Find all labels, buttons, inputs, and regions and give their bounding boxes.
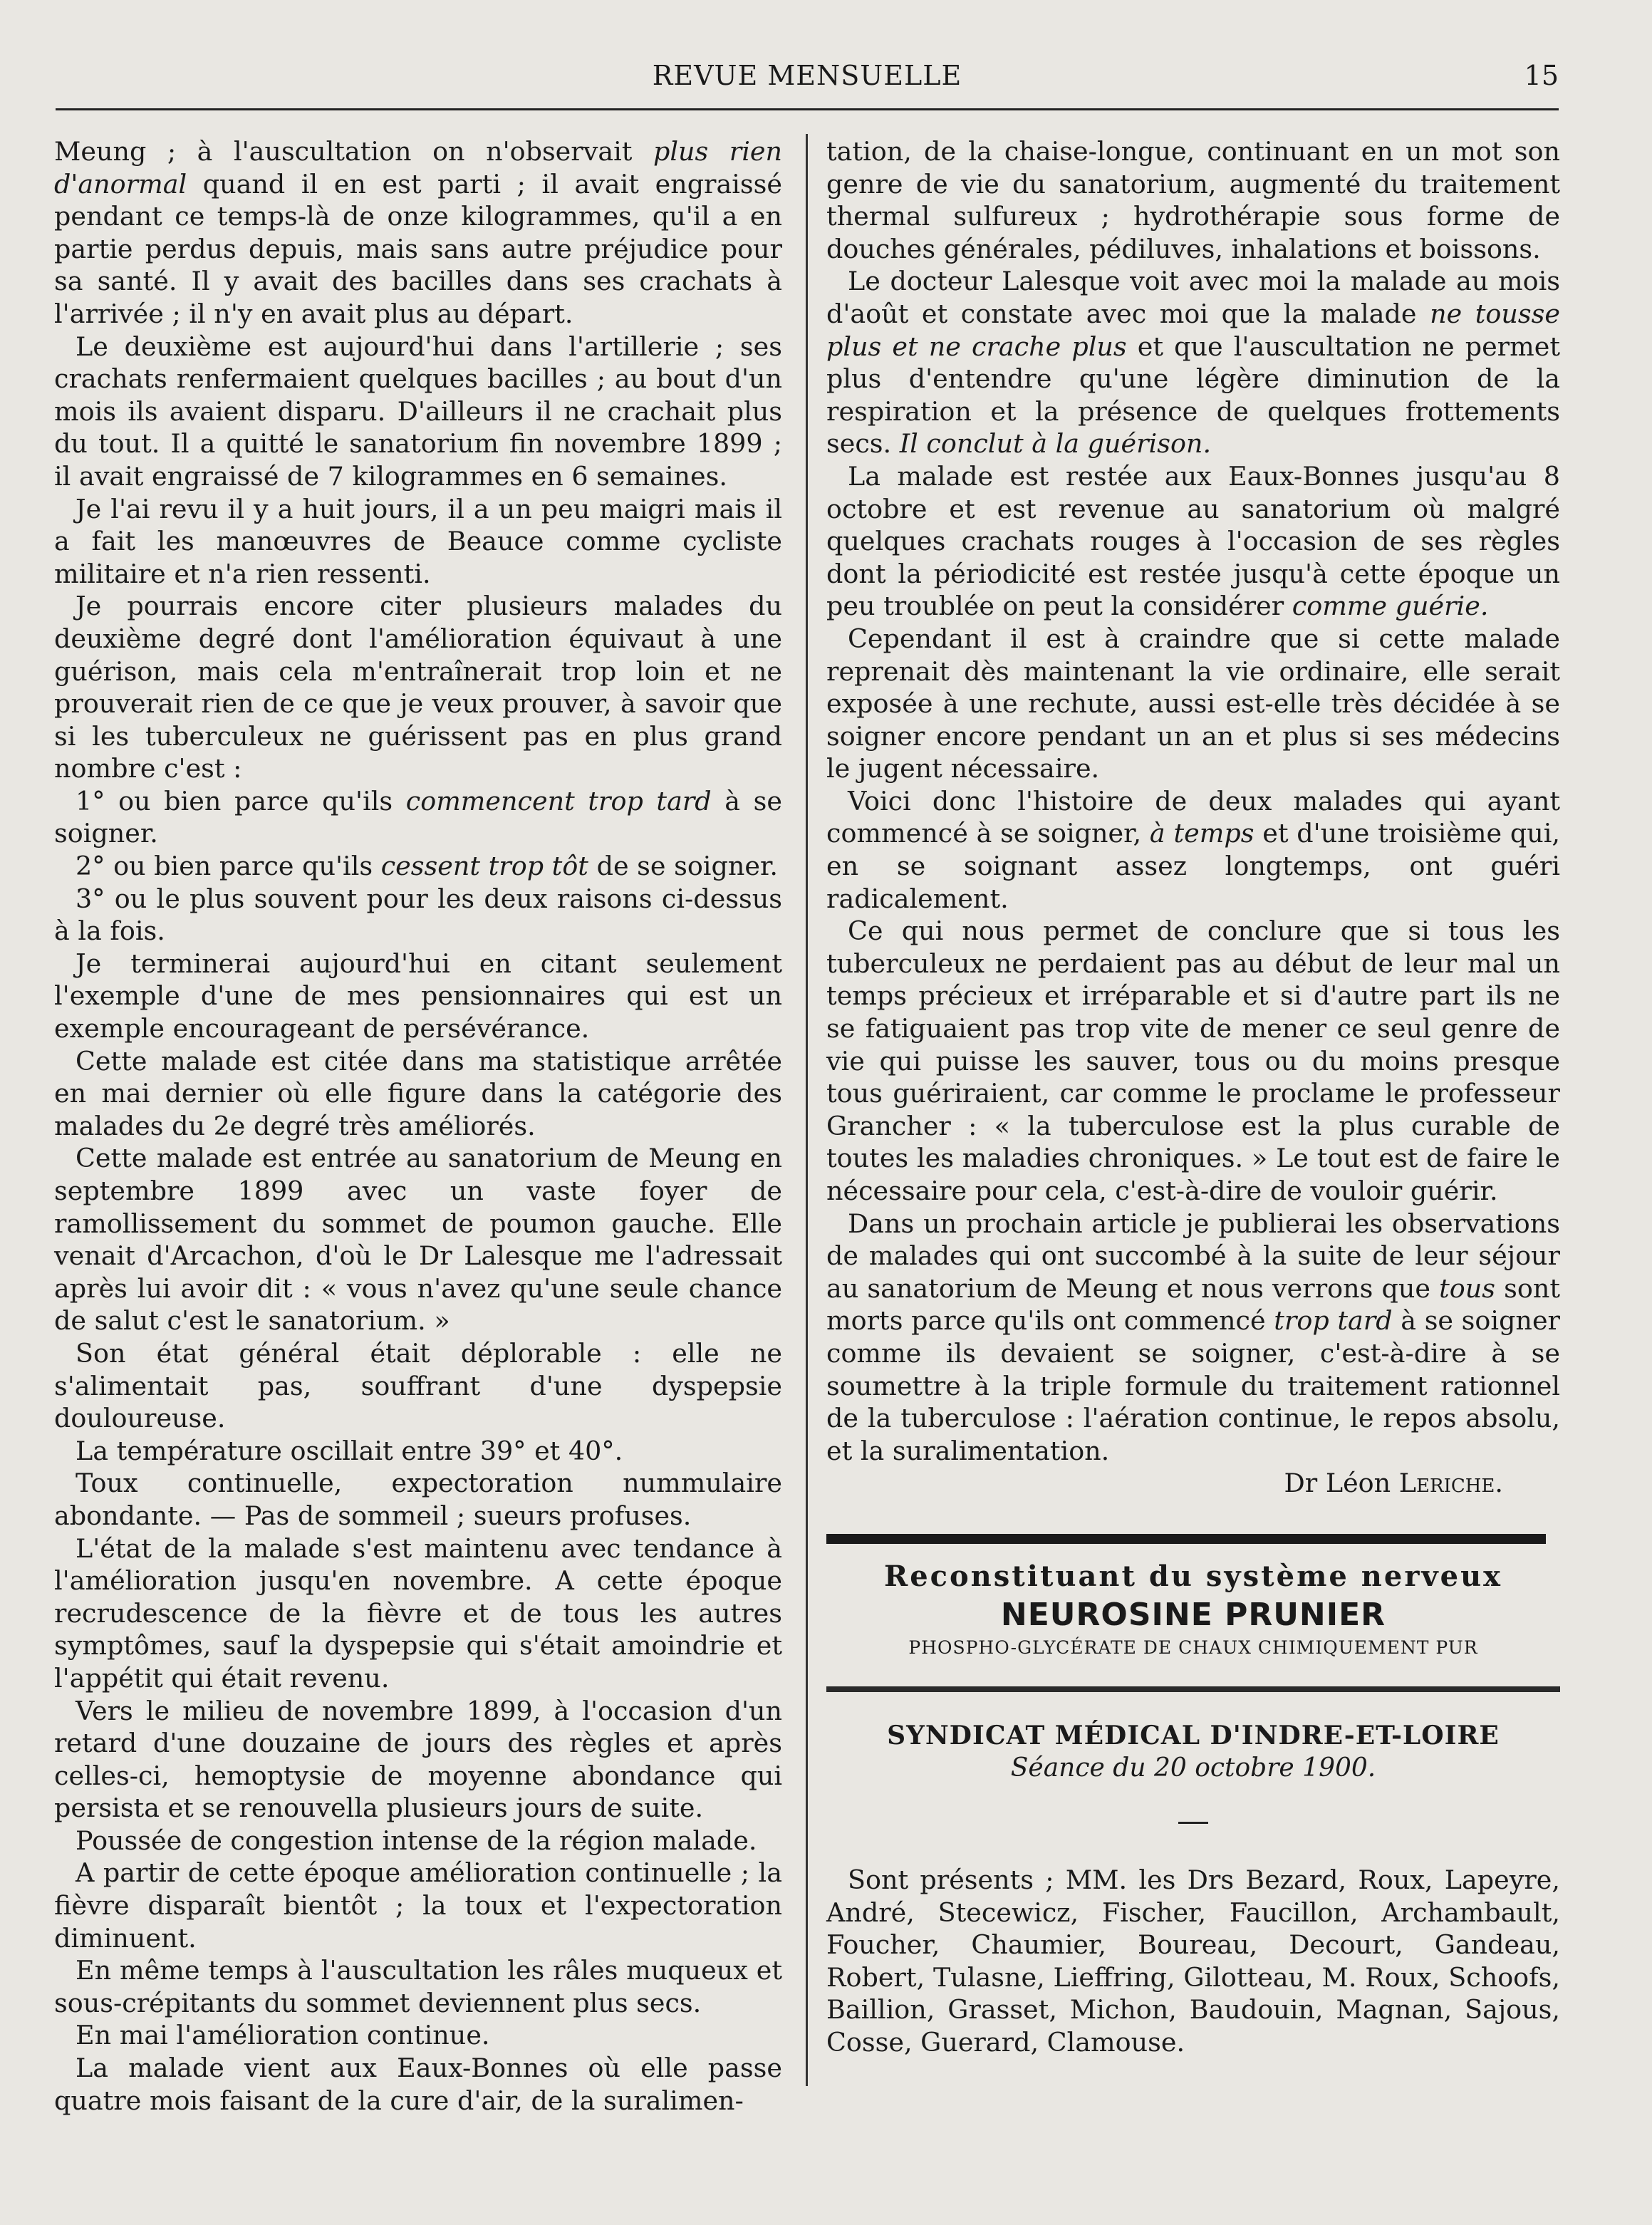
page-number: 15 [1524, 60, 1559, 91]
paragraph [826, 135, 1560, 265]
article-continuation [826, 135, 1560, 1467]
column-divider [806, 134, 808, 2086]
paragraph-text: Je l'ai revu il y a huit jours, il a un peu maigri mais il a fait les manœuvres de Beauce comme cycliste militaire et n'a rien ressenti. [54, 493, 782, 589]
paragraph [54, 1467, 782, 1532]
paragraph-text: Toux continuelle, expectoration nummulaire abondante. — Pas de sommeil ; sueurs profuses. [54, 1468, 782, 1531]
paragraph [826, 623, 1560, 785]
journal-title: REVUE MENSUELLE [652, 60, 962, 91]
advert-bottom-rule [826, 1686, 1560, 1692]
emphasis-text: plus rien d'anormal [54, 136, 782, 199]
emphasis-text: à temps [1149, 818, 1254, 849]
paragraph-text: La malade est restée aux Eaux-Bonnes jusqu'au 8 octobre et est revenue au sanatorium où malgré quelques crachats rouges à l'occasion de ses règles dont la périodicité est restée jusqu'à cette époque un peu troublée on peut la considérer [826, 460, 1560, 622]
syndicat-title: SYNDICAT MÉDICAL D'INDRE-ET-LOIRE [887, 1720, 1500, 1751]
paragraph-text: La malade vient aux Eaux-Bonnes où elle passe quatre mois faisant de la cure d'air, de la suralimen- [54, 2053, 782, 2116]
paragraph [54, 493, 782, 591]
paragraph-text: En mai l'amélioration continue. [76, 2020, 490, 2051]
paragraph [826, 785, 1560, 915]
paragraph-text: et que l'auscultation ne permet plus d'entendre qu'une légère diminution de la respiration et la présence de quelques frottements secs. [826, 331, 1560, 460]
emphasis-text: trop tard [1274, 1305, 1393, 1337]
header-rule [56, 108, 1559, 110]
paragraph [826, 460, 1560, 623]
paragraph-text: Voici donc l'histoire de deux malades qui ayant commencé à se soigner, [826, 785, 1560, 849]
paragraph-text: et d'une troisième qui, en se soignant assez longtemps, ont guéri radicalement. [826, 818, 1561, 914]
paragraph [54, 1337, 782, 1435]
paragraph-text: Poussée de congestion intense de la région malade. [76, 1825, 757, 1856]
paragraph-text: Meung ; à l'auscultation on n'observait [54, 136, 653, 167]
paragraph-text: 3° ou le plus souvent pour les deux raisons ci-dessus à la fois. [54, 883, 782, 947]
paragraph [54, 1435, 782, 1468]
paragraph [826, 915, 1560, 1207]
author-signature [826, 1467, 1560, 1500]
advert-description: PHOSPHO-GLYCÉRATE DE CHAUX CHIMIQUEMENT PUR [908, 1637, 1478, 1658]
paragraph-text: Je terminerai aujourd'hui en citant seulement l'exemple d'une de mes pensionnaires qui est un exemple encourageant de persévérance. [54, 948, 782, 1044]
paragraph [54, 850, 782, 883]
paragraph [54, 331, 782, 493]
paragraph [54, 135, 782, 331]
paragraph [54, 1695, 782, 1825]
left-column [54, 135, 782, 2117]
emphasis-text: comme guérie. [1292, 591, 1489, 622]
paragraph-text: Ce qui nous permet de conclure que si tous les tuberculeux ne perdaient pas au début de leur mal un temps précieux et irréparable et si d'autre part ils ne se fatiguaient pas trop vite de mener ce seul genre de vie qui puisse les sauver, tous ou du moins presque tous guériraient, car comme le proclame le professeur Grancher : « la tuberculose est la plus curable de toutes les maladies chroniques. » Le tout est de faire le nécessaire pour cela, c'est-à-dire de vouloir guérir. [826, 916, 1560, 1206]
paragraph-text: Je pourrais encore citer plusieurs malades du deuxième degré dont l'amélioration équivaut à une guérison, mais cela m'entraînerait trop loin et ne prouverait rien de ce que je veux prouver, à savoir que si les tuberculeux ne guérissent pas en plus grand nombre c'est : [54, 591, 782, 784]
paragraph-text: La température oscillait entre 39° et 40°. [76, 1435, 623, 1466]
paragraph [54, 2052, 782, 2117]
advert-top-rule [826, 1534, 1546, 1544]
paragraph-text: de se soigner. [588, 851, 778, 882]
paragraph-text: Son état général était déplorable : elle ne s'alimentait pas, souffrant d'une dyspepsie douloureuse. [54, 1337, 782, 1434]
paragraph-text: Le docteur Lalesque voit avec moi la malade au mois d'août et constate avec moi que la malade [826, 266, 1560, 329]
paragraph [54, 1825, 782, 1857]
advert-product-name: NEUROSINE PRUNIER [1000, 1596, 1386, 1633]
paragraph [54, 1857, 782, 1954]
paragraph [54, 883, 782, 948]
paragraph [54, 1954, 782, 2019]
paragraph-text: Vers le milieu de novembre 1899, à l'occasion d'un retard d'une douzaine de jours des règles et après celles-ci, hemoptysie de moyenne abondance qui persista et se renouvella plusieurs jours de suite. [54, 1695, 782, 1824]
paragraph-text: Cette malade est citée dans ma statistique arrêtée en mai dernier où elle figure dans la catégorie des malades du 2e degré très améliorés. [54, 1045, 782, 1141]
paragraph [54, 2019, 782, 2052]
paragraph [826, 1208, 1560, 1468]
paragraph [54, 785, 782, 850]
paragraph [54, 590, 782, 785]
paragraph-text: à se soigner. [54, 785, 782, 849]
paragraph-text: A partir de cette époque amélioration continuelle ; la fièvre disparaît bientôt ; la toux et l'expectoration diminuent. [54, 1857, 782, 1954]
paragraph-text: Le deuxième est aujourd'hui dans l'artillerie ; ses crachats renfermaient quelques bacilles ; au bout d'un mois ils avaient disparu. D'ailleurs il ne crachait plus du tout. Il a quitté le sanatorium fin novembre 1899 ; il avait engraissé de 7 kilogrammes en 6 semaines. [54, 331, 782, 492]
advert-tagline: Reconstituant du système nerveux [883, 1559, 1503, 1593]
paragraph-text: 2° ou bien parce qu'ils [76, 851, 381, 882]
paragraph [54, 1045, 782, 1143]
paragraph-text: Cette malade est entrée au sanatorium de Meung en septembre 1899 avec un vaste foyer de ramollissement du sommet de poumon gauche. Elle venait d'Arcachon, d'où le Dr Lalesque me l'adressait après lui avoir dit : « vous n'avez qu'une seule chance de salut c'est le sanatorium. » [54, 1143, 782, 1337]
section-separator [1178, 1822, 1208, 1824]
paragraph [54, 948, 782, 1045]
signature-name: Leriche. [1398, 1468, 1503, 1499]
paragraph [826, 265, 1560, 460]
paragraph-text: Cependant il est à craindre que si cette malade reprenait dès maintenant la vie ordinaire, elle serait exposée à une rechute, aussi est-elle très décidée à se soigner encore pendant un an et plus si ses médecins le jugent nécessaire. [826, 623, 1560, 784]
emphasis-text: tous [1439, 1272, 1495, 1304]
paragraph-text: L'état de la malade s'est maintenu avec tendance à l'amélioration jusqu'en novembre. A cette époque recrudescence de la fièvre et de tous les autres symptômes, sauf la dyspepsie qui s'était amoindrie et l'appétit qui était revenu. [54, 1532, 782, 1694]
emphasis-text: commencent trop tard [405, 785, 712, 816]
paragraph-text: 1° ou bien parce qu'ils [76, 785, 406, 816]
emphasis-text: Il conclut à la guérison. [899, 428, 1212, 460]
paragraph-text: quand il en est parti ; il avait engraissé pendant ce temps-là de onze kilogrammes, qu'il a en partie perdus depuis, mais sans autre préjudice pour sa santé. Il y avait des bacilles dans ses crachats à l'arrivée ; il n'y en avait plus au départ. [54, 168, 782, 329]
paragraph-text: à se soigner comme ils devaient se soigner, c'est-à-dire à se soumettre à la triple formule du traitement rationnel de la tuberculose : l'aération continue, le repos absolu, et la suralimentation. [826, 1305, 1560, 1466]
attendance-paragraph: Sont présents ; MM. les Drs Bezard, Roux, Lapeyre, André, Stecewicz, Fischer, Faucillon, Archambault, Foucher, Chaumier, Boureau, Decourt, Gandeau, Robert, Tulasne, Lieffring, Gilotteau, M. Roux, Schoofs, Baillion, Grasset, Michon, Baudouin, Magnan, Sajous, Cosse, Guerard, Clamouse. [826, 1864, 1560, 2058]
running-header [56, 60, 1559, 100]
syndicat-date: Séance du 20 octobre 1900. [1010, 1753, 1376, 1783]
paragraph [54, 1532, 782, 1695]
paragraph-text: Dans un prochain article je publierai les observations de malades qui ont succombé à la suite de leur séjour au sanatorium de Meung et nous verrons que [826, 1208, 1560, 1304]
signature-prefix: Dr Léon [1284, 1468, 1399, 1499]
paragraph-text: tation, de la chaise-longue, continuant en un mot son genre de vie du sanatorium, augmenté du traitement thermal sulfureux ; hydrothérapie sous forme de douches générales, pédiluves, inhalations et boissons. [826, 136, 1560, 264]
paragraph-text: sont morts parce qu'ils ont commencé [826, 1272, 1560, 1337]
emphasis-text: ne tousse plus et ne crache plus [826, 298, 1560, 362]
paragraph-text: En même temps à l'auscultation les râles muqueux et sous-crépitants du sommet deviennent plus secs. [54, 1955, 782, 2018]
emphasis-text: cessent trop tôt [380, 851, 588, 882]
paragraph [54, 1142, 782, 1337]
right-column [826, 135, 1560, 2059]
